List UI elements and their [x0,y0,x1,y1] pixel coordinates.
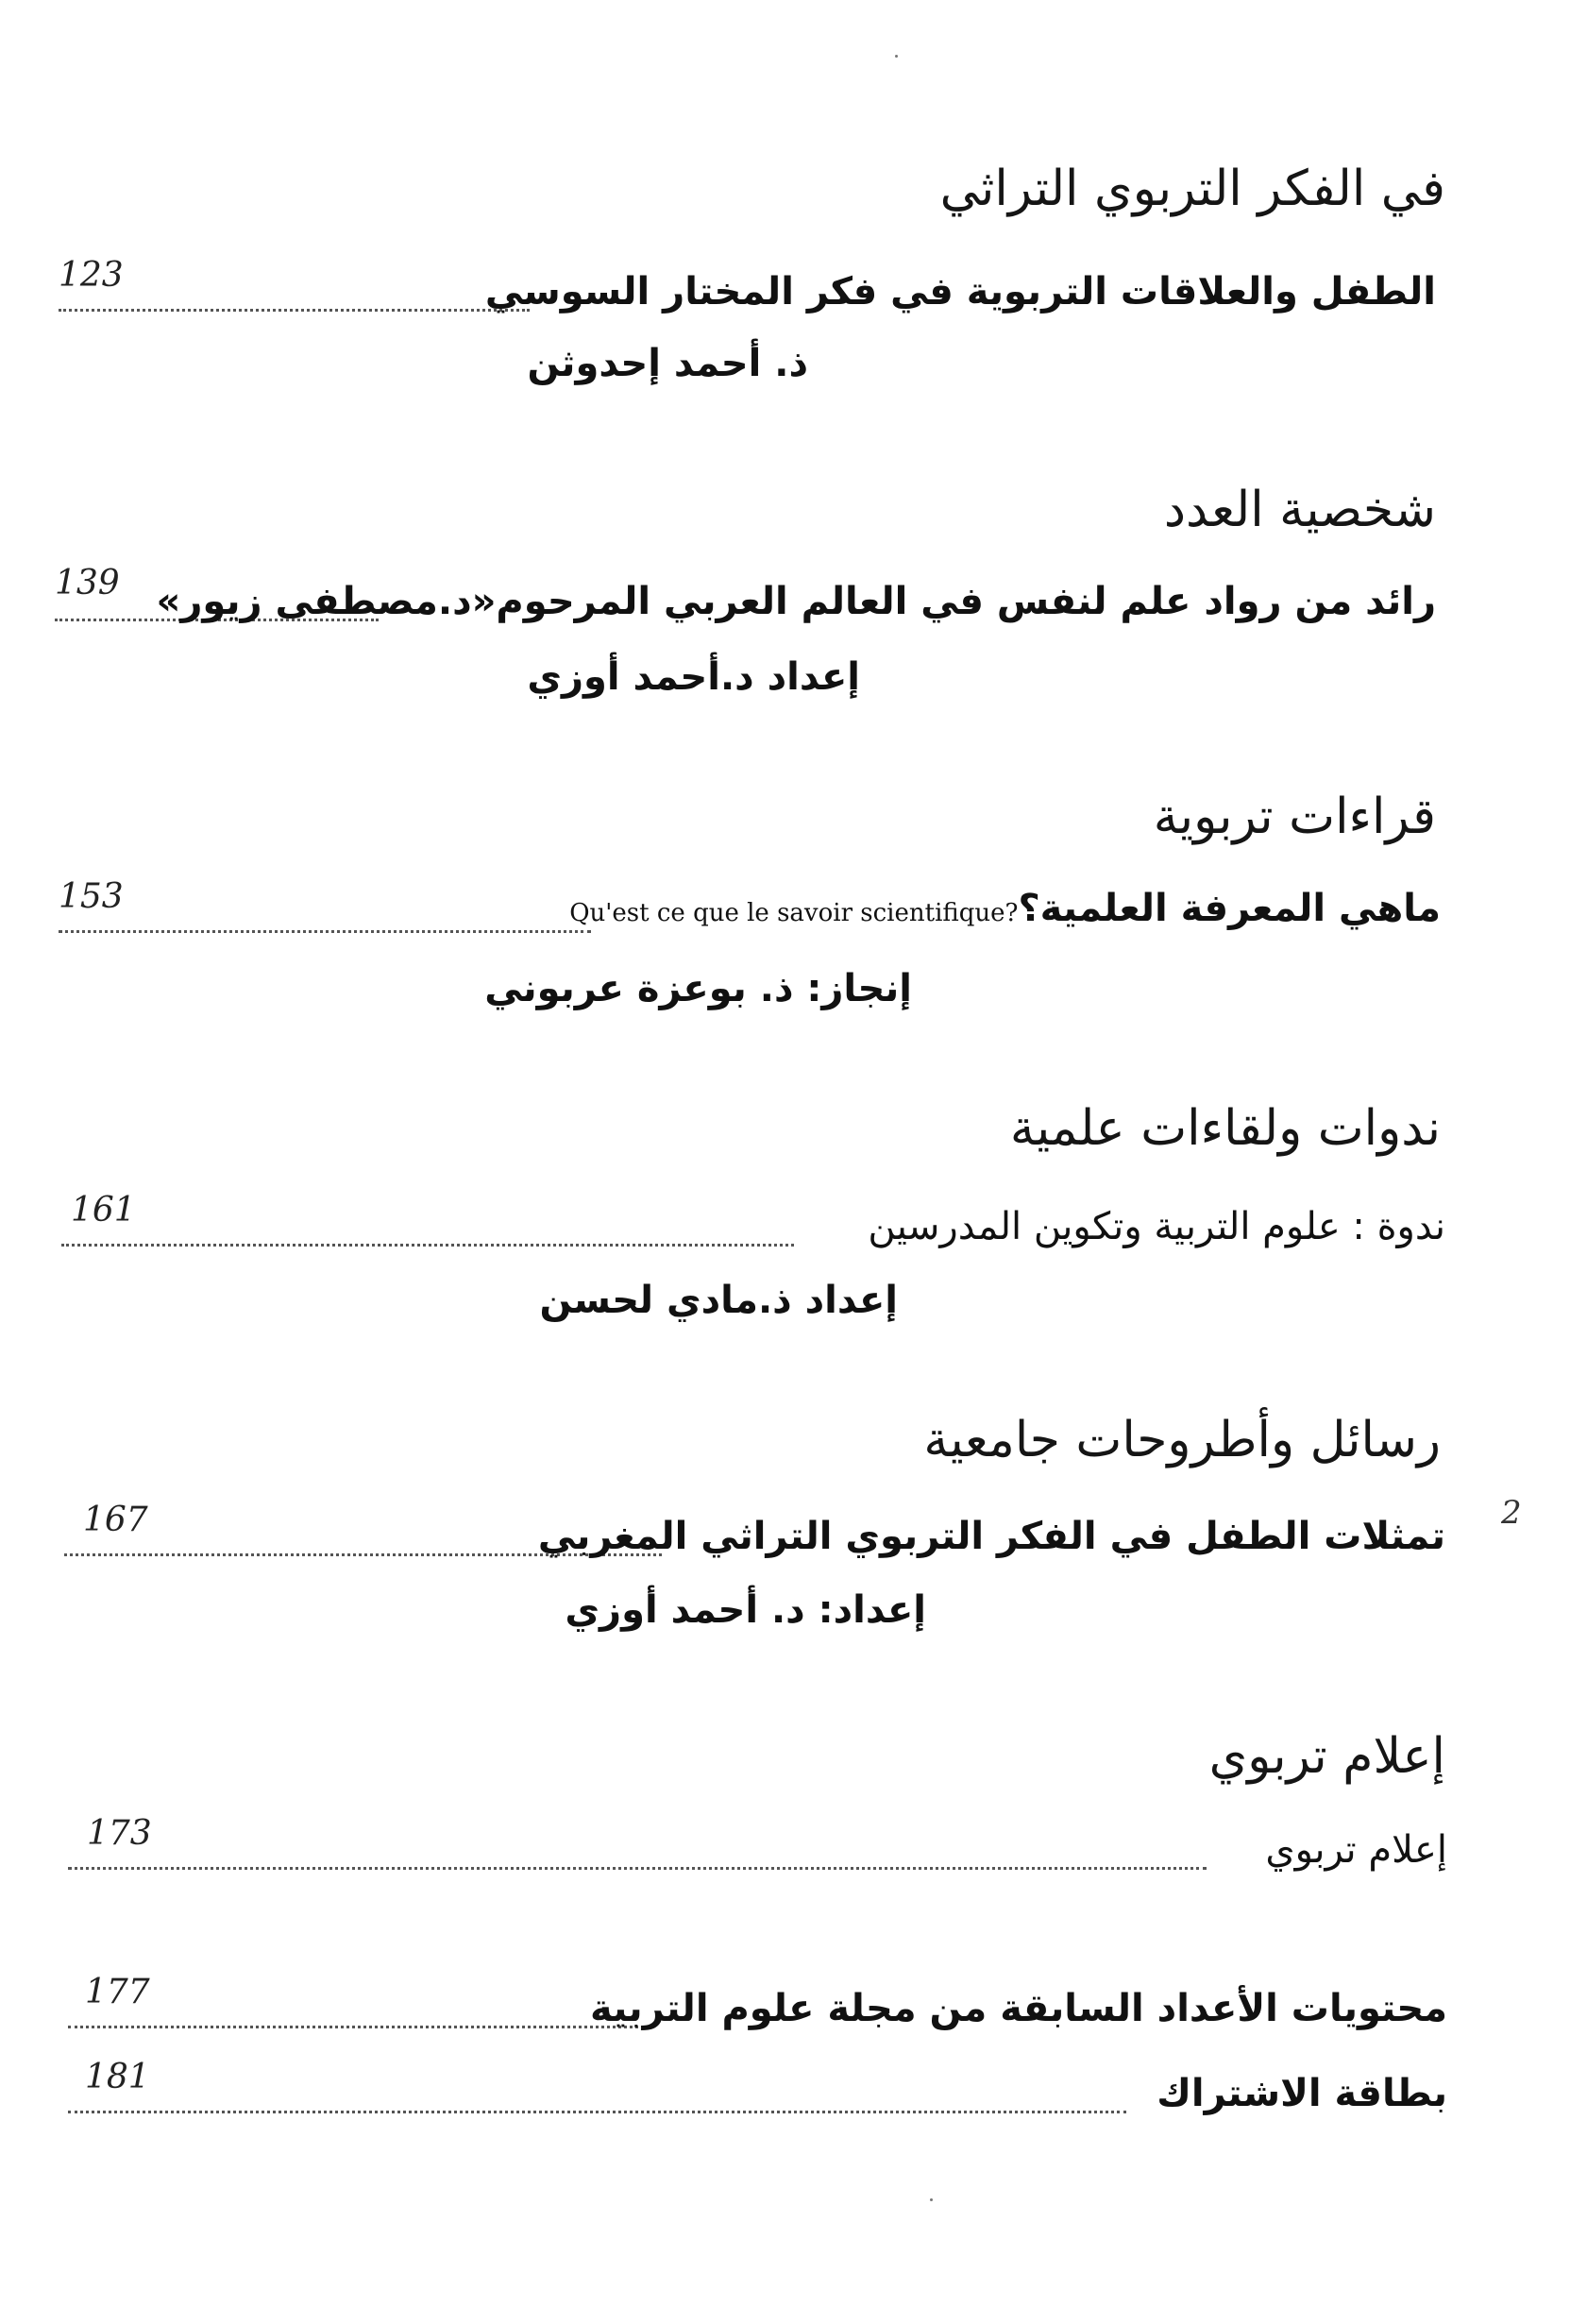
toc-entry[interactable] [64,1501,1445,1562]
scan-speck [930,2198,933,2201]
page-number: 139 [55,564,120,602]
toc-entry[interactable] [68,1974,1447,2034]
dot-leader [59,309,530,312]
entry-title: بطاقة الاشتراك [1156,2072,1447,2115]
section-heading: رسائل وأطروحات جامعية [923,1412,1441,1468]
entry-author: ذ. أحمد إحدوثن [527,342,808,385]
entry-title: محتويات الأعداد السابقة من مجلة علوم التربية [589,1987,1447,2030]
toc-entry[interactable] [59,257,1436,317]
entry-title: ندوة : علوم التربية وتكوين المدرسين [868,1205,1445,1248]
page-number: 173 [87,1814,152,1853]
entry-title-french: Qu'est ce que le savoir scientifique? [569,899,1019,927]
toc-entry[interactable] [55,564,1436,627]
margin-mark: 2 [1501,1494,1522,1532]
page-number: 161 [71,1191,136,1230]
scan-speck [895,55,898,58]
dot-leader [68,1867,1207,1870]
page-number: 123 [59,256,124,295]
entry-title: الطفل والعلاقات التربوية في فكر المختار السوسي [484,270,1436,314]
entry-author: إعداد ذ.مادي لحسن [539,1279,898,1322]
section-heading: إعلام تربوي [1208,1728,1445,1785]
entry-title [556,883,1441,939]
toc-entry[interactable] [59,878,1441,939]
page-number: 153 [59,877,124,916]
toc-entry[interactable] [68,1815,1447,1875]
section-heading: شخصية العدد [1163,482,1436,538]
page-number: 181 [85,2058,150,2096]
toc-entry[interactable] [68,2059,1447,2119]
toc-entry[interactable] [61,1192,1445,1252]
entry-author: إعداد: د. أحمد أوزي [565,1588,926,1632]
section-heading: قراءات تربوية [1153,789,1436,845]
entry-author: إنجاز: ذ. بوعزة عربوني [484,967,912,1010]
dot-leader [59,930,591,933]
dot-leader [68,2026,645,2028]
entry-title: تمثلات الطفل في الفكر التربوي التراثي المغربي [537,1515,1445,1558]
section-heading: في الفكر التربوي التراثي [939,161,1445,217]
dot-leader [61,1244,794,1247]
entry-author: إعداد د.أحمد أوزي [527,655,860,699]
dot-leader [68,2111,1126,2113]
entry-title-arabic: ماهي المعرفة العلمية؟ [1018,887,1441,930]
section-heading: ندوات ولقاءات علمية [1009,1100,1441,1157]
entry-title: إعلام تربوي [1265,1828,1447,1872]
entry-title: رائد من رواد علم لنفس في العالم العربي المرحوم«د.مصطفى زيور» [156,580,1436,623]
page-number: 177 [85,1973,150,2011]
page-number: 167 [83,1501,148,1539]
